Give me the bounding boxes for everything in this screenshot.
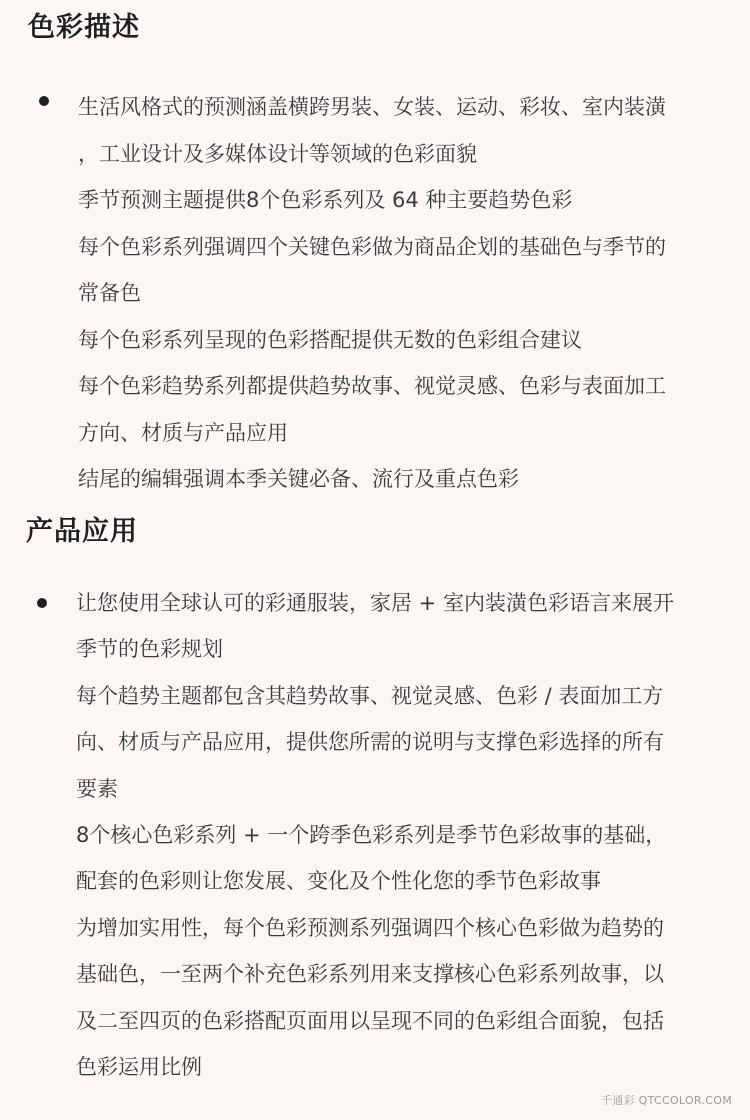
text-line: 每个色彩系列呈现的色彩搭配提供无数的色彩组合建议 <box>78 327 582 352</box>
text-line: 生活风格式的预测涵盖横跨男装、女装、运动、彩妆、室内装潢 <box>78 95 666 119</box>
text-line: 常备色 <box>78 281 141 305</box>
text-line: 色彩运用比例 <box>76 1055 202 1080</box>
text-line: ，工业设计及多媒体设计等领域的色彩面貌 <box>78 141 477 166</box>
text-line: 每个趋势主题都包含其趋势故事、视觉灵感、色彩 / 表面加工方 <box>76 683 664 708</box>
watermark-text: 千通彩 QTCCOLOR.COM <box>600 1094 732 1107</box>
text-line: 8个核心色彩系列 + 一个跨季色彩系列是季节色彩故事的基础， <box>76 823 667 848</box>
section-heading-color-description: 色彩描述 <box>28 12 140 43</box>
bullet-dot <box>39 96 49 106</box>
text-line: 每个色彩系列强调四个关键色彩做为商品企划的基础色与季节的 <box>78 234 666 259</box>
text-line: 季节的色彩规划 <box>76 637 223 662</box>
product-application-list <box>76 580 736 1090</box>
text-line: 为增加实用性，每个色彩预测系列强调四个核心色彩做为趋势的 <box>76 915 664 940</box>
text-line: 结尾的编辑强调本季关键必备、流行及重点色彩 <box>78 467 519 491</box>
bullet-dot <box>37 598 47 608</box>
text-line: 及二至四页的色彩搭配页面用以呈现不同的色彩组合面貌，包括 <box>76 1008 664 1033</box>
text-line: 向、材质与产品应用，提供您所需的说明与支撑色彩选择的所有 <box>76 730 664 755</box>
text-line: 配套的色彩则让您发展、变化及个性化您的季节色彩故事 <box>76 869 601 894</box>
text-line: 季节预测主题提供8个色彩系列及 64 种主要趋势色彩 <box>78 188 573 212</box>
color-description-list <box>78 84 738 503</box>
text-line: 要素 <box>76 776 118 801</box>
section-heading-product-application: 产品应用 <box>26 516 138 547</box>
text-line: 每个色彩趋势系列都提供趋势故事、视觉灵感、色彩与表面加工 <box>78 374 666 398</box>
text-line: 让您使用全球认可的彩通服装，家居 + 室内装潢色彩语言来展开 <box>76 591 674 615</box>
text-line: 方向、材质与产品应用 <box>78 420 288 445</box>
text-line: 基础色，一至两个补充色彩系列用来支撑核心色彩系列故事，以 <box>76 962 664 987</box>
